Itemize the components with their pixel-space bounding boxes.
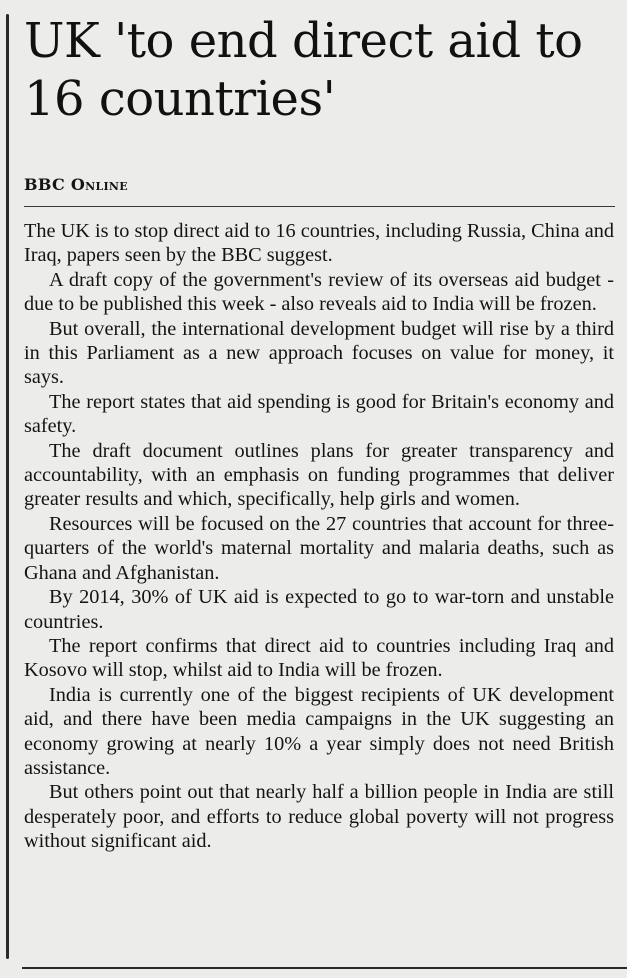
- bottom-border-rule: [22, 967, 627, 969]
- article-paragraph: India is currently one of the biggest recipients of UK development aid, and there have been media campaigns in the UK suggesting an economy growing at nearly 10% a year simply does not need British assistance.: [24, 683, 614, 779]
- byline-divider: [24, 206, 615, 207]
- byline: BBC Online: [24, 175, 128, 194]
- headline: UK 'to end direct aid to 16 countries': [24, 13, 583, 127]
- article-paragraph: The draft document outlines plans for greater transparency and accountability, with an emphasis on funding programmes that deliver greater results and which, specifically, help girls and women.: [24, 439, 614, 511]
- article-paragraph: But others point out that nearly half a billion people in India are still desperately poor, and efforts to reduce global poverty will not progress without significant aid.: [24, 781, 614, 853]
- article-paragraph: But overall, the international development budget will rise by a third in this Parliament as a new approach focuses on value for money, it says.: [24, 317, 614, 389]
- article-paragraph: A draft copy of the government's review of its overseas aid budget - due to be published this week - also reveals aid to India will be frozen.: [24, 268, 614, 316]
- article-body: [24, 219, 614, 854]
- article-paragraph: The UK is to stop direct aid to 16 countries, including Russia, China and Iraq, papers seen by the BBC suggest.: [24, 220, 614, 267]
- article-paragraph: Resources will be focused on the 27 countries that account for three-quarters of the world's maternal mortality and malaria deaths, such as Ghana and Afghanistan.: [24, 512, 614, 584]
- article-paragraph: The report states that aid spending is good for Britain's economy and safety.: [24, 390, 614, 438]
- article-paragraph: By 2014, 30% of UK aid is expected to go to war-torn and unstable countries.: [24, 586, 614, 633]
- left-border-rule: [6, 14, 9, 959]
- article-paragraph: The report confirms that direct aid to countries including Iraq and Kosovo will stop, whilst aid to India will be frozen.: [24, 634, 614, 682]
